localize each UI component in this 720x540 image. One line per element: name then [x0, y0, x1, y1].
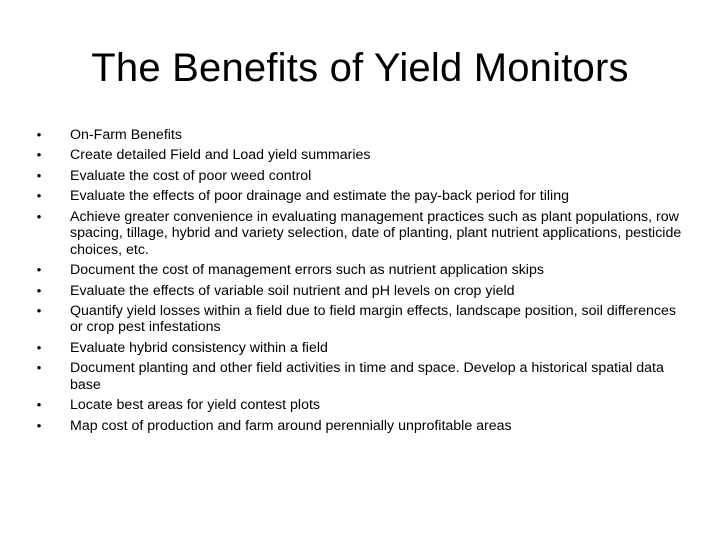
bullet-dot-icon: •	[36, 167, 42, 183]
bullet-dot-icon: •	[36, 282, 42, 298]
bullet-text: Evaluate the effects of variable soil nutrient and pH levels on crop yield	[70, 282, 515, 299]
bullet-item	[36, 262, 686, 278]
bullet-text: Evaluate the cost of poor weed control	[70, 167, 312, 184]
bullet-text: Evaluate hybrid consistency within a field	[70, 339, 328, 356]
bullet-dot-icon: •	[36, 147, 42, 163]
bullet-text: Document planting and other field activities in time and space. Develop a historical spatial data base	[70, 360, 664, 393]
bullet-text: Map cost of production and farm around perennially unprofitable areas	[70, 417, 512, 434]
bullet-item	[36, 168, 686, 184]
bullet-item	[36, 283, 686, 299]
bullet-item	[36, 418, 686, 434]
bullet-dot-icon: •	[36, 188, 42, 204]
bullet-dot-icon: •	[36, 417, 42, 433]
bullet-list	[36, 127, 686, 438]
bullet-dot-icon: •	[36, 339, 42, 355]
bullet-item	[36, 340, 686, 356]
bullet-text: Quantify yield losses within a field due to field margin effects, landscape position, soil differences or crop pest infestations	[70, 302, 676, 336]
bullet-dot-icon: •	[36, 397, 42, 413]
slide-title: The Benefits of Yield Monitors	[91, 46, 629, 90]
bullet-dot-icon: •	[36, 360, 42, 376]
bullet-item	[36, 127, 686, 143]
bullet-item	[36, 360, 686, 393]
bullet-text: Locate best areas for yield contest plots	[70, 397, 320, 414]
bullet-item	[36, 147, 686, 163]
bullet-item	[36, 188, 686, 204]
bullet-text: Create detailed Field and Load yield summaries	[70, 147, 371, 164]
bullet-dot-icon: •	[36, 208, 42, 224]
bullet-item	[36, 209, 686, 258]
bullet-item	[36, 397, 686, 413]
bullet-text: On-Farm Benefits	[70, 127, 182, 143]
bullet-text: Document the cost of management errors such as nutrient application skips	[70, 262, 544, 279]
bullet-dot-icon: •	[36, 302, 42, 318]
bullet-dot-icon: •	[36, 127, 42, 142]
bullet-dot-icon: •	[36, 262, 42, 278]
bullet-text: Evaluate the effects of poor drainage and estimate the pay-back period for tiling	[70, 188, 569, 205]
bullet-item	[36, 303, 686, 336]
bullet-text: Achieve greater convenience in evaluating management practices such as plant populations, row spacing, tillage, hybrid and variety selection, date of planting, plant nutrient applications, pesticide choices, etc.	[70, 208, 682, 258]
